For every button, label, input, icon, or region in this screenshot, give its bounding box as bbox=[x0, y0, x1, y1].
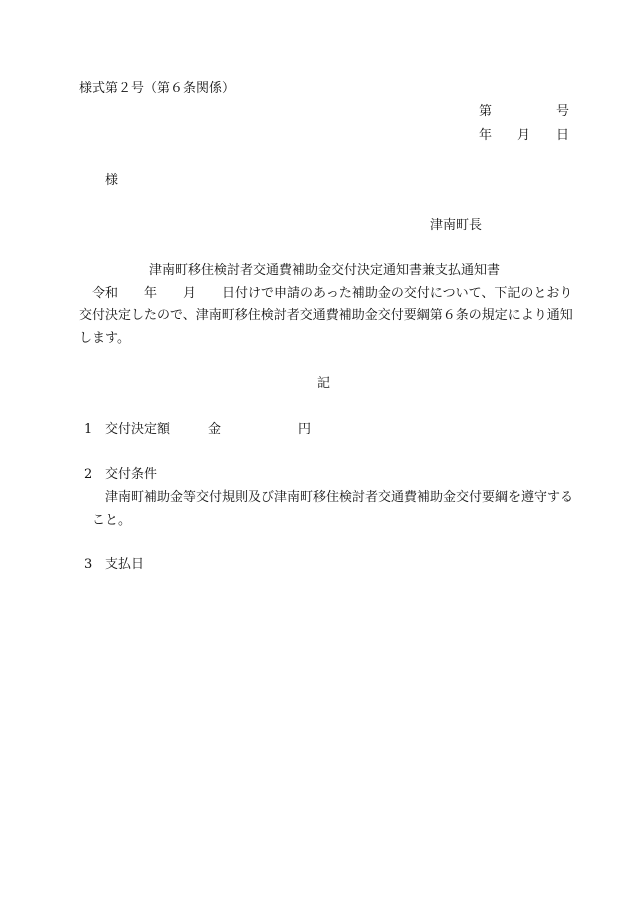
item-2-body-line2: こと。 bbox=[92, 513, 132, 528]
item-2-body-line1: 津南町補助金等交付規則及び津南町移住検討者交通費補助金交付要綱を遵守する bbox=[105, 490, 574, 505]
intro-month: 月 bbox=[183, 286, 197, 301]
item-1-label: 交付決定額 bbox=[105, 422, 171, 437]
doc-number-suffix: 号 bbox=[556, 104, 570, 119]
item-1-number: 1 bbox=[84, 422, 93, 437]
intro-line1-rest: 日付けで申請のあった補助金の交付について、下記のとおり bbox=[222, 286, 573, 301]
document-title: 津南町移住検討者交通費補助金交付決定通知書兼支払通知書 bbox=[149, 263, 501, 278]
date-month-label: 月 bbox=[517, 128, 531, 143]
intro-era: 令和 bbox=[92, 286, 119, 301]
issuer-name: 津南町長 bbox=[430, 218, 483, 233]
intro-line3: します。 bbox=[79, 331, 130, 346]
date-year-label: 年 bbox=[479, 128, 493, 143]
item-3-number: 3 bbox=[84, 557, 93, 572]
recipient-honorific: 様 bbox=[105, 173, 119, 188]
item-2-label: 交付条件 bbox=[105, 467, 158, 482]
date-day-label: 日 bbox=[556, 128, 570, 143]
ki-heading: 記 bbox=[317, 376, 331, 391]
item-1-amount-unit: 円 bbox=[298, 422, 312, 437]
form-label: 様式第２号（第６条関係） bbox=[79, 81, 236, 96]
item-2-number: 2 bbox=[84, 467, 93, 482]
doc-number-prefix: 第 bbox=[479, 104, 493, 119]
item-3-label: 支払日 bbox=[105, 557, 145, 572]
intro-year: 年 bbox=[144, 286, 158, 301]
item-1-amount-prefix: 金 bbox=[208, 422, 222, 437]
intro-line2: 交付決定したので、津南町移住検討者交通費補助金交付要綱第６条の規定により通知 bbox=[79, 308, 573, 323]
